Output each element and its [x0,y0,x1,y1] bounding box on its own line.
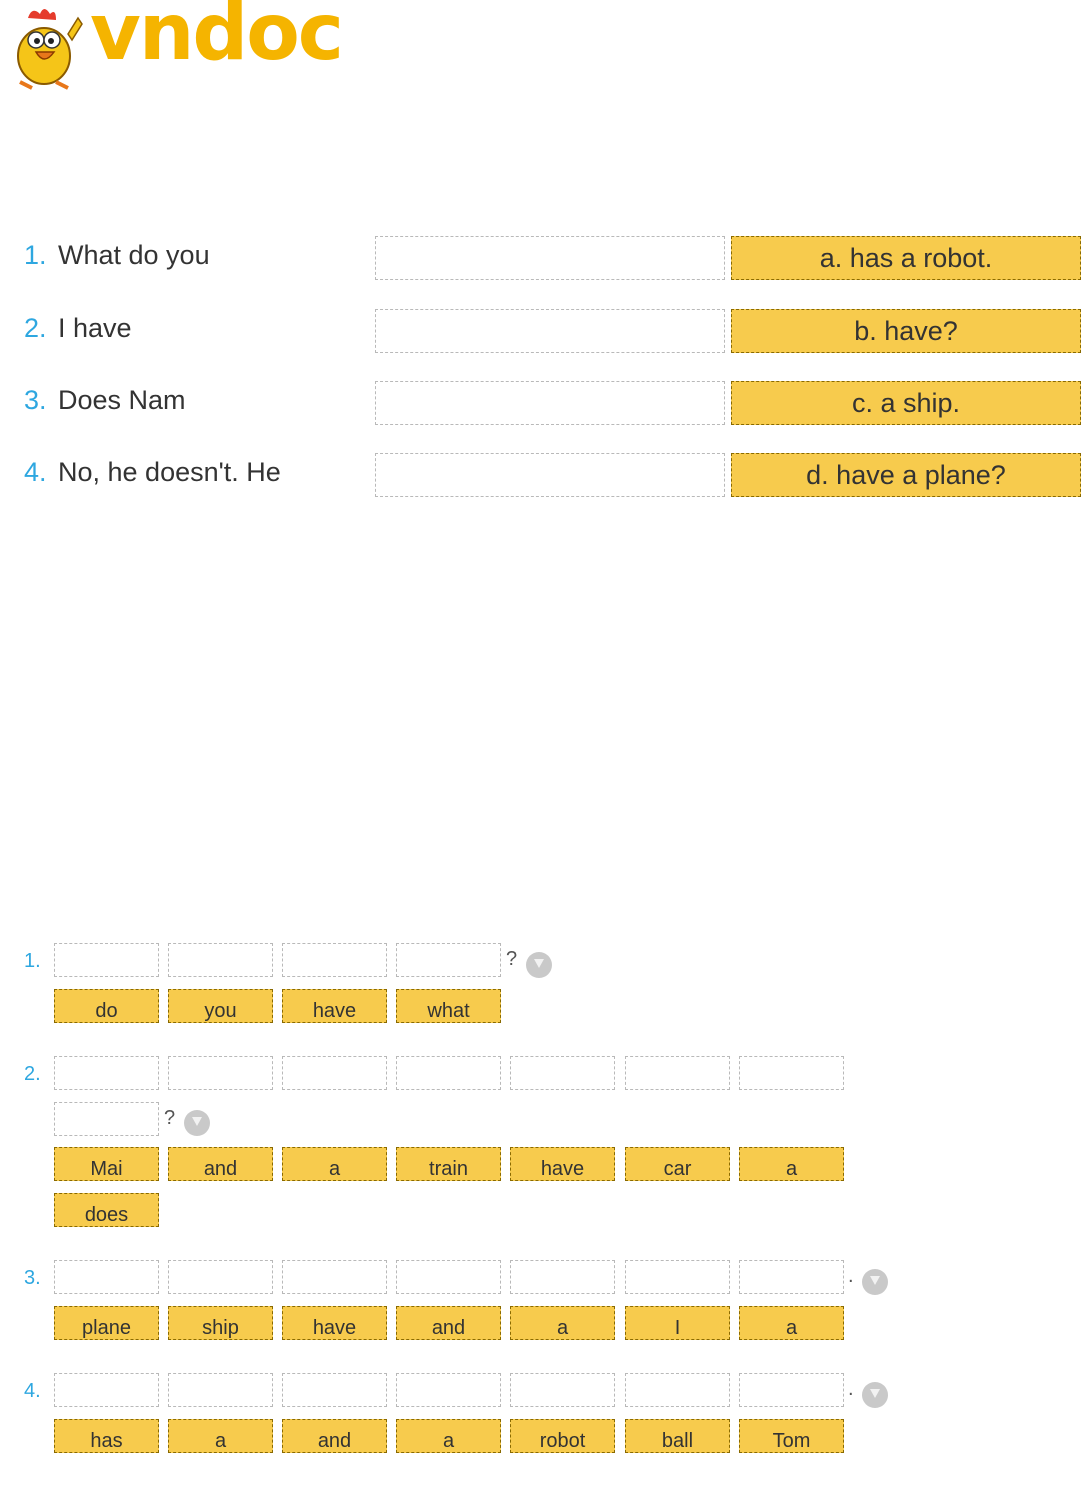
word-chip[interactable]: ball [625,1419,730,1453]
word-chip[interactable]: has [54,1419,159,1453]
question-number: 4. [24,457,47,487]
word-chip[interactable]: a [396,1419,501,1453]
word-slot[interactable] [168,1260,273,1294]
answer-option[interactable]: a. has a robot. [731,236,1081,280]
word-chip[interactable]: Mai [54,1147,159,1181]
word-chip[interactable]: and [168,1147,273,1181]
word-chip[interactable]: a [739,1147,844,1181]
check-answer-icon[interactable] [184,1110,210,1136]
word-chip[interactable]: ship [168,1306,273,1340]
word-chip[interactable]: robot [510,1419,615,1453]
word-slot[interactable] [739,1260,844,1294]
word-slot[interactable] [54,1102,159,1136]
question-number: 4. [24,1380,41,1402]
word-slot[interactable] [396,1056,501,1090]
word-chip[interactable]: have [282,1306,387,1340]
question-text: Does Nam [58,385,186,415]
question-number: 1. [24,240,47,270]
word-chip[interactable]: and [282,1419,387,1453]
question-number: 1. [24,950,41,972]
match-row [0,381,1091,427]
check-answer-icon[interactable] [862,1382,888,1408]
word-chip[interactable]: a [739,1306,844,1340]
answer-option[interactable]: d. have a plane? [731,453,1081,497]
word-slot[interactable] [510,1260,615,1294]
word-slot[interactable] [510,1373,615,1407]
answer-option[interactable]: c. a ship. [731,381,1081,425]
logo-text: vndoc [90,0,343,78]
word-chip[interactable]: Tom [739,1419,844,1453]
word-slot[interactable] [54,1373,159,1407]
vndoc-logo [6,0,343,94]
word-chip[interactable]: plane [54,1306,159,1340]
word-slot[interactable] [625,1056,730,1090]
word-slot[interactable] [282,1373,387,1407]
word-slot[interactable] [282,943,387,977]
word-slot[interactable] [739,1373,844,1407]
word-slot[interactable] [396,943,501,977]
word-chip[interactable]: a [510,1306,615,1340]
word-slot[interactable] [396,1260,501,1294]
answer-drop-zone[interactable] [375,236,725,280]
word-slot[interactable] [54,943,159,977]
word-slot[interactable] [282,1056,387,1090]
word-slot[interactable] [168,943,273,977]
match-row [0,453,1091,499]
word-chip[interactable]: a [168,1419,273,1453]
answer-option[interactable]: b. have? [731,309,1081,353]
answer-drop-zone[interactable] [375,453,725,497]
sentence-punctuation: ? [506,948,518,970]
match-row [0,236,1091,282]
word-chip[interactable]: does [54,1193,159,1227]
question-text: No, he doesn't. He [58,457,281,487]
question-number: 3. [24,1267,41,1289]
word-chip[interactable]: do [54,989,159,1023]
word-chip[interactable]: a [282,1147,387,1181]
word-slot[interactable] [168,1373,273,1407]
word-chip[interactable]: have [510,1147,615,1181]
word-slot[interactable] [54,1260,159,1294]
word-slot[interactable] [510,1056,615,1090]
word-chip[interactable]: I [625,1306,730,1340]
word-slot[interactable] [396,1373,501,1407]
chicken-mascot-icon [6,4,86,90]
sentence-punctuation: . [848,1378,854,1400]
check-answer-icon[interactable] [862,1269,888,1295]
question-text: What do you [58,240,210,270]
word-slot[interactable] [282,1260,387,1294]
word-slot[interactable] [739,1056,844,1090]
answer-drop-zone[interactable] [375,381,725,425]
sentence-punctuation: . [848,1265,854,1287]
word-chip[interactable]: train [396,1147,501,1181]
word-chip[interactable]: car [625,1147,730,1181]
question-number: 2. [24,1063,41,1085]
match-row [0,309,1091,355]
word-chip[interactable]: and [396,1306,501,1340]
word-slot[interactable] [625,1373,730,1407]
word-slot[interactable] [625,1260,730,1294]
word-chip[interactable]: you [168,989,273,1023]
word-chip[interactable]: what [396,989,501,1023]
word-chip[interactable]: have [282,989,387,1023]
question-number: 3. [24,385,47,415]
check-answer-icon[interactable] [526,952,552,978]
word-slot[interactable] [54,1056,159,1090]
question-number: 2. [24,313,47,343]
question-text: I have [58,313,132,343]
word-slot[interactable] [168,1056,273,1090]
answer-drop-zone[interactable] [375,309,725,353]
sentence-punctuation: ? [164,1107,176,1129]
